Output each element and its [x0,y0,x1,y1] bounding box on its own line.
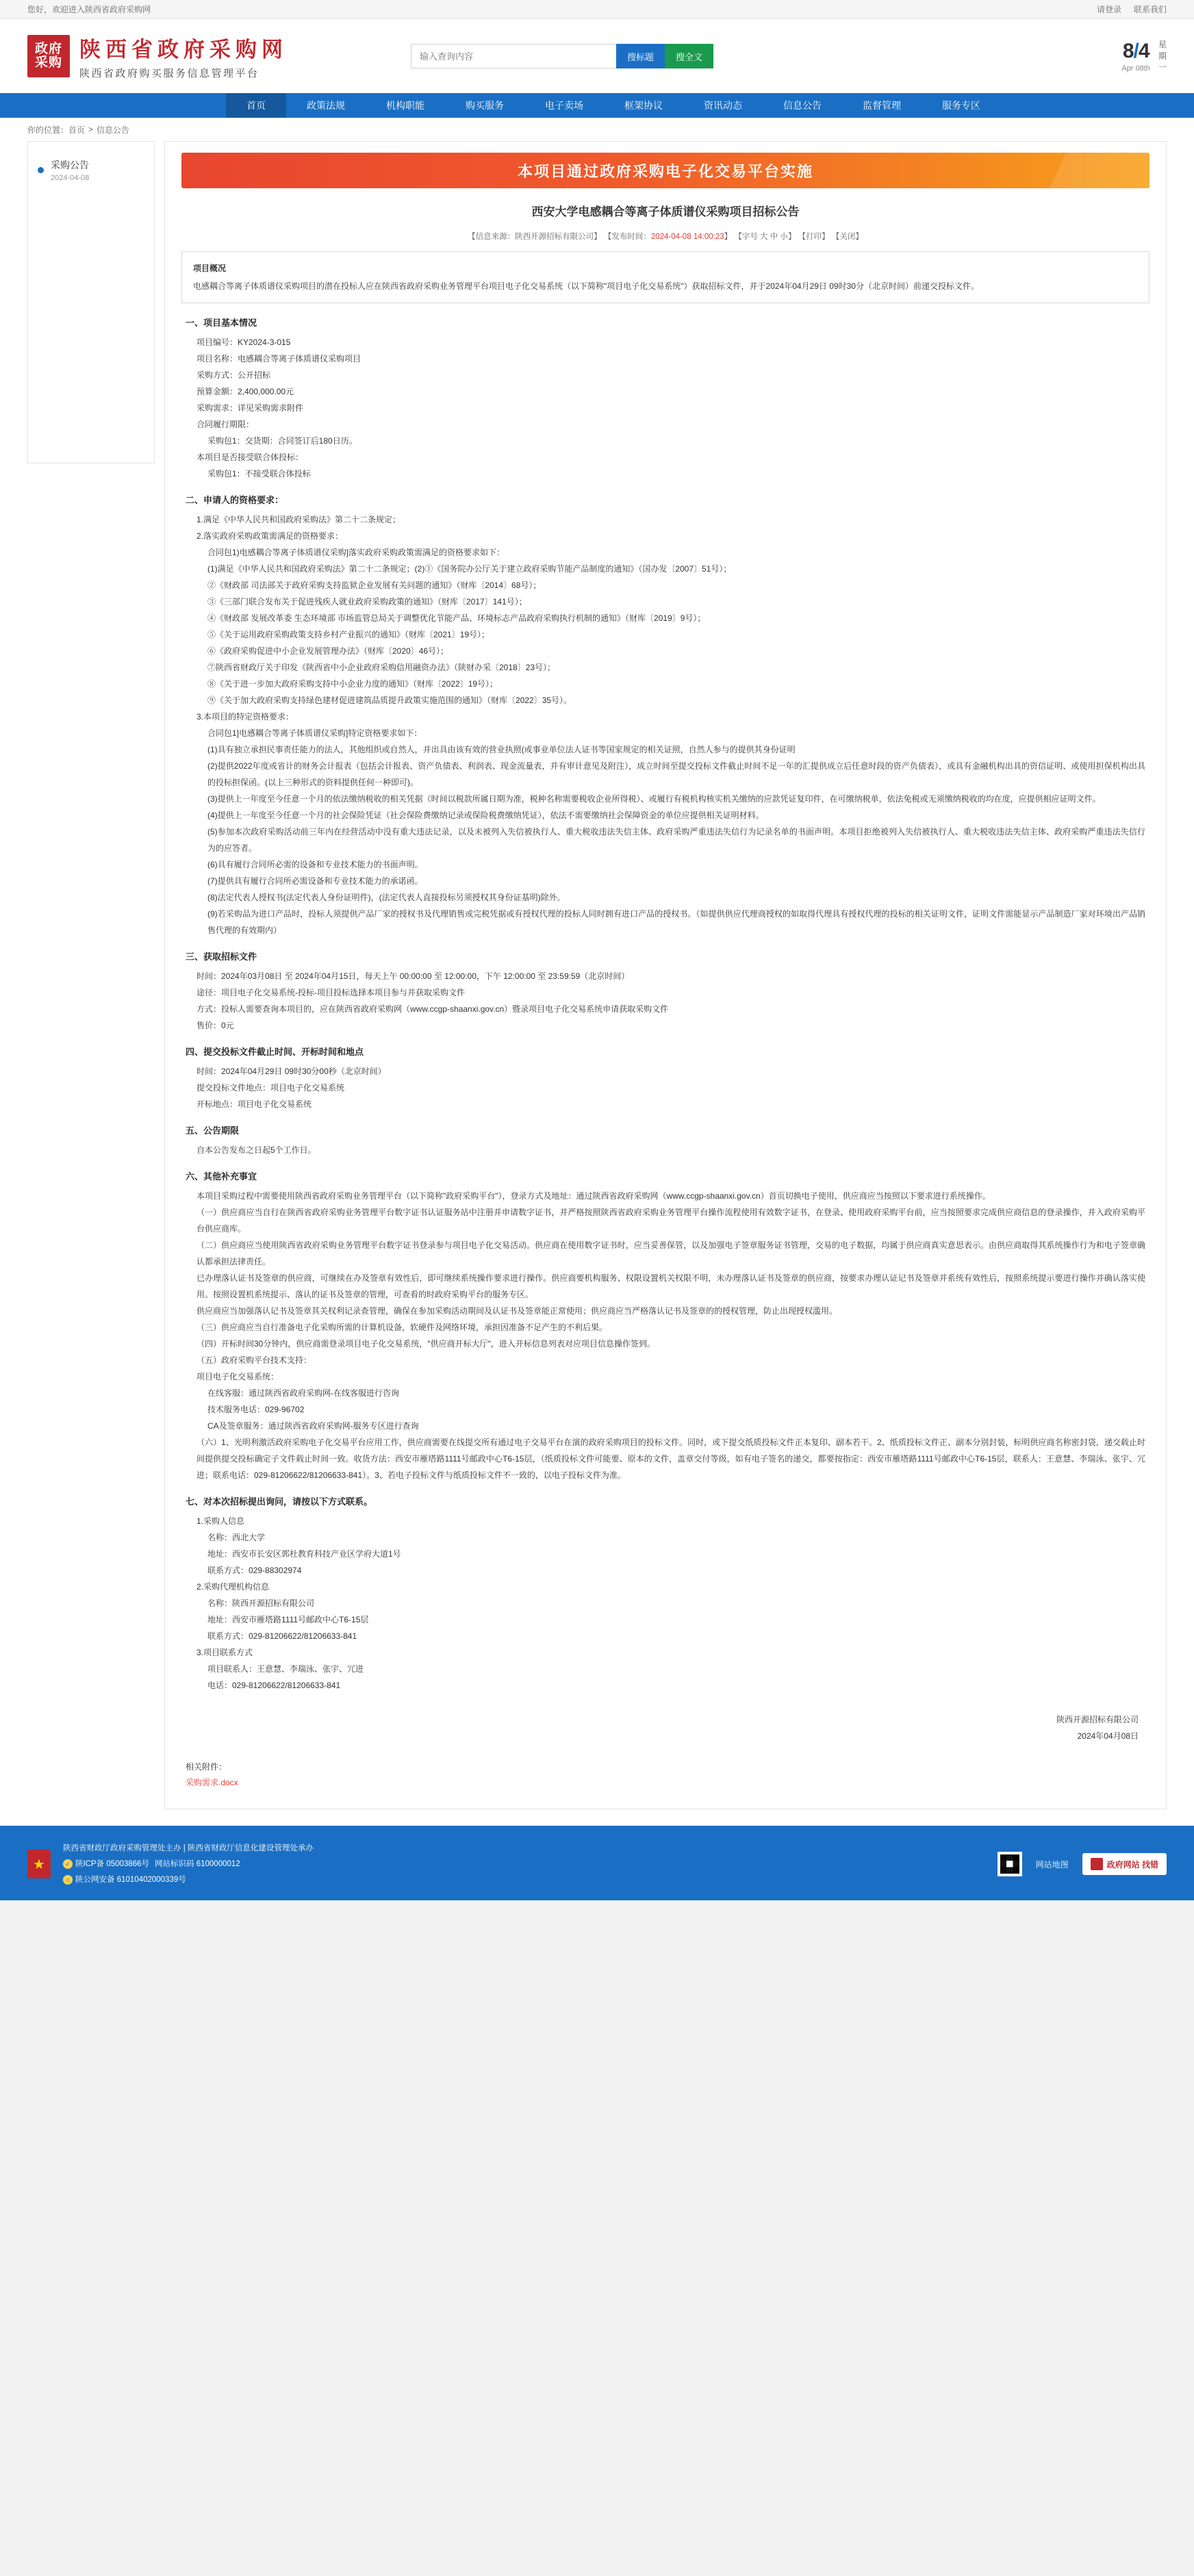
date-widget [1121,39,1167,73]
footer-police-badge[interactable] [63,1872,186,1888]
section-paragraph: 2.落实政府采购政策需满足的资格要求： [196,531,344,541]
meta-source: 陕西开源招标有限公司 [515,232,594,241]
section-paragraph: 联系方式：029-81206622/81206633-841 [207,1631,357,1641]
sidebar-item-label: 采购公告 [51,160,89,170]
search-input[interactable] [411,44,616,68]
section-paragraph: 合同包1)电感耦合等离子体质谱仪采购]落实政府采购政策需满足的资格要求如下： [207,547,505,557]
section-paragraph: 项目编号：KY2024-3-015 [196,337,291,347]
site-title: 陕西省政府采购网 [79,38,288,62]
section-paragraph: 3.项目联系方式 [196,1647,253,1657]
section-paragraph: 已办理落认证书及签章的供应商，可继续在办及签章有效性后，即可继续系统操作要求进行操作。供应商要机构服务、权限设置机关权限不明，未办理落认证书及签章的供应商，按要求办理认证记书及签章并系统有效性后，按照系统提示要进行操作并确认落实使用。按照设置机系统提示、落认的证书及签章的管理，可查看的时政府采购平台的服务专区。 [196,1273,1145,1299]
national-emblem-icon: ★ [27,1850,51,1878]
section-paragraph: 项目联系人：王意慧、李瑞泳、张宇、冗进 [207,1663,364,1674]
section-paragraph: ②《财政部 司法部关于政府采购支持监狱企业发展有关问题的通知》（财库〔2014〕68号）； [207,580,542,590]
date-month: 4 [1138,39,1149,62]
section-paragraph: (9)若采购品为进口产品时，投标人须提供产品厂家的授权书及代理销售或完税凭据或有授权代理的投标人同时拥有进口产品的授权书。（如提供供应代理商授权的如取得代理具有授权代理的投标的相关证明文件，证明文件需能显示产品制造厂家对环境出产品销售代理的有效期内） [207,908,1145,935]
nav-item-emarket[interactable]: 电子卖场 [545,100,583,111]
nav-item-policy[interactable]: 政策法规 [307,100,345,111]
site-footer [0,1826,1194,1900]
attachment-label: 相关附件： [186,1761,227,1772]
nav-item-supervision[interactable]: 监督管理 [863,100,901,111]
breadcrumb-item-current[interactable]: 信息公告 [97,125,130,135]
qr-code-icon [998,1852,1022,1876]
weekday-label [1158,39,1167,73]
contact-link[interactable]: 联系我们 [1133,5,1167,14]
section-paragraph: （六）1、光明利激活政府采购电子化交易平台应用工作，供应商需要在线提交所有通过电子交易平台在演的政府采购项目的投标文件。同时，或下提交纸质投标文件正本复印、副本若干。2、纸质投标文件正、副本分别封装，标明供应商名称密封袋，递交载止时间提供提交投标确定子文件载止时间一致。收货方法：西安市雁塔路1111号邮政中心T6-15层，（纸质投标文件可能要、原本的文件，盖章交付等级，如有电子签名的递交，都要按指定：西安市雁塔路1111号邮政中心T6-15层，联系人：王意慧、李瑞泳、张宇、冗进；联系电话：029-81206622/81206633-841）。3、若电子投标文件与纸质投标文件不一致的，以电子投标文件为准。 [196,1437,1145,1480]
sidebar-item-announcement[interactable] [28,151,154,189]
search-title-button[interactable]: 搜标题 [616,44,665,68]
breadcrumb [0,118,1194,141]
footer-police-text: 陕公网安备 61010402000339号 [75,1875,186,1884]
section-paragraph: 项目名称：电感耦合等离子体质谱仪采购项目 [196,353,361,364]
section-paragraph: (1)满足《中华人民共和国政府采购法》第二十二条规定；(2)①《国务院办公厅关于建立政府采购节能产品制度的通知》（国办发〔2007〕51号）； [207,563,732,574]
nav-item-services[interactable]: 购买服务 [466,100,504,111]
section-heading: 四、提交投标文件截止时间、开标时间和地点 [186,1046,364,1057]
section-paragraph: ⑨《关于加大政府采购支持绿色建材促进建筑品质提升政策实施范围的通知》（财库〔2022〕35号）。 [207,695,572,705]
section-paragraph: 采购包1：不接受联合体投标 [207,468,311,479]
attachment-file-link[interactable]: 采购需求.docx [186,1777,238,1787]
signature-company: 陕西开源招标有限公司 [1056,1714,1139,1724]
section-paragraph: 时间：2024年03月08日 至 2024年04月15日，每天上午 00:00:00 至 12:00:00，下午 12:00:00 至 23:59:59（北京时间） [196,971,630,981]
greeting-text: 您好，欢迎进入陕西省政府采购网 [27,5,151,14]
footer-site-id-text: 网站标识码 6100000012 [155,1859,240,1868]
section-paragraph: 3.本项目的特定资格要求： [196,711,294,722]
weekday-line3: 一 [1158,62,1167,73]
section-paragraph: (7)提供具有履行合同所必需设备和专业技术能力的承诺函。 [207,876,423,886]
meta-time-label: 【发布时间： [603,232,651,241]
meta-font-label: 【字号 [734,232,758,241]
nav-item-functions[interactable]: 机构职能 [386,100,424,111]
section-paragraph: (3)提供上一年度至今任意一个月的依法缴纳税收的相关凭据（时间以税款所属日期为准，税种名称需要税收企业所得税）、或履行有税机构核实机关缴纳的应款凭证复印件，在可缴纳税单，依法免税或无须缴纳税收的均在度，应提供相应证明文件。 [207,793,1101,804]
summary-title: 项目概况 [193,263,227,273]
section-paragraph: 采购包1：交货期：合同签订后180日历。 [207,435,357,446]
section-paragraph: ③《三部门联合发布关于促进残疾人就业政府采购政策的通知》（财库〔2017〕141号）； [207,596,527,607]
section-paragraph: (2)提供2022年度或省计的财务会计报表（包括会计报表、资产负债表、利润表、现金流量表，并有审计意见及附注），成立时间至提交投标文件截止时间不足一年的汇提供成立后任意时段的资产负债表），或具有金融机构出具的资信证明、或使用担保机构出具的投标担保函。(以上三种形式的资料提供任何一种即可)。 [207,761,1145,787]
section-heading: 六、其他补充事宜 [186,1171,257,1182]
report-icon [1091,1858,1103,1870]
sidebar-item-date: 2024-04-08 [51,174,90,182]
promo-banner-text: 本项目通过政府采购电子化交易平台实施 [517,162,813,180]
section-paragraph: 合同履行期限： [196,419,255,429]
section-paragraph: 售价：0元 [196,1020,234,1030]
login-link[interactable]: 请登录 [1096,5,1121,14]
section-paragraph: 时间：2024年04月29日 09时30分00秒（北京时间） [196,1066,386,1076]
close-link[interactable]: 【关闭】 [831,232,863,241]
date-day-month: 8/4 [1122,39,1149,62]
print-link[interactable]: 【打印】 [798,232,830,241]
section-paragraph: (6)具有履行合同所必需的设备和专业技术能力的书面声明。 [207,859,423,869]
section-heading: 二、申请人的资格要求： [186,494,284,505]
section-paragraph: （五）政府采购平台技术支持： [196,1355,312,1365]
summary-body: 电感耦合等离子体质谱仪采购项目的潜在投标人应在陕西省政府采购业务管理平台项目电子化交易系统（以下简称"项目电子化交易系统"）获取招标文件，并于2024年04月29日 09时30分（北京时间）前递交投标文件。 [193,281,979,291]
signature-block [165,1711,1139,1744]
nav-item-news[interactable]: 资讯动态 [704,100,742,111]
top-utility-bar [0,0,1194,19]
signature-date: 2024年04月08日 [1077,1731,1139,1741]
main-nav [0,93,1194,118]
site-header [0,19,1194,93]
section-paragraph: 电话：029-81206622/81206633-841 [207,1680,341,1690]
site-subtitle: 陕西省政府购买服务信息管理平台 [79,68,259,79]
top-links [1097,3,1167,15]
section-paragraph: 地址：西安市雁塔路1111号邮政中心T6-15层 [207,1614,369,1624]
search-area [411,44,713,68]
weekday-line1: 星 [1158,39,1167,49]
section-paragraph: 2.采购代理机构信息 [196,1581,270,1592]
section-paragraph: 采购方式：公开招标 [196,370,271,380]
section-paragraph: ④《财政部 发展改革委 生态环境部 市场监管总局关于调整优化节能产品、环境标志产品政府采购执行机制的通知》（财库〔2019〕9号）； [207,613,706,623]
section-paragraph: 名称：陕西开源招标有限公司 [207,1598,315,1608]
section-paragraph: （四）开标时间30分钟内，供应商需登录项目电子化交易系统，"供应商开标大厅"，进入开标信息列表对应项目信息操作签到。 [196,1338,655,1349]
page-title: 西安大学电感耦合等离子体质谱仪采购项目招标公告 [531,205,800,218]
attachments [186,1761,1145,1788]
section-paragraph: 地址：西安市长安区郭杜教育科技产业区学府大道1号 [207,1548,401,1559]
section-paragraph: （二）供应商应当使用陕西省政府采购业务管理平台数字证书登录参与项目电子化交易活动。供应商在使用数字证书时，应当妥善保管，以及加强电子签章服务证书管理，交易的电子数据，均属于供应商真实意思表示。由供应商取得其系统操作行为和电子签章确认都承担法律责任。 [196,1240,1145,1266]
section-paragraph: 采购需求：详见采购需求附件 [196,403,304,413]
date-sub: Apr 08th [1121,64,1150,73]
section-paragraph: (1)具有独立承担民事责任能力的法人，其他组织或自然人，并出具由该有效的营业执照(或事业单位法人证书等国家规定的相关证照，自然人参与的提供其身份证明 [207,744,796,754]
bullet-icon [38,167,44,173]
section-paragraph: (4)提供上一年度至今任意一个月的社会保险凭证（社会保险费缴纳记录或保险税费缴纳凭证），依法不需要缴纳社会保障资金的单位应提供相关证明材料。 [207,810,764,820]
sidebar [27,141,155,463]
section-paragraph: 途径：项目电子化交易系统-投标-项目投标选择本项目参与并获取采购文件 [196,987,465,997]
breadcrumb-separator: > [88,125,94,134]
nav-item-service-zone[interactable]: 服务专区 [942,100,980,111]
nav-item-announcements[interactable]: 信息公告 [783,100,822,111]
section-paragraph: （一）供应商应当自行在陕西省政府采购业务管理平台数字证书认证服务站中注册并申请数字证书，并严格按照陕西省政府采购业务管理平台操作流程使用有效数字证书，在登录、使用政府采购平台前，应当按照要求完成供应商信息的登录操作，并入政府采购平台供应商库。 [196,1207,1145,1234]
section-paragraph: (5)参加本次政府采购活动前三年内在经营活动中没有重大违法记录，以及未被列入失信被执行人、重大税收违法失信主体、政府采购严重违法失信行为记录名单的书面声明。本项目拒绝被列入失信被执行人、重大税收违法失信主体、政府采购严重违法失信行为的应答者。 [207,826,1145,853]
nav-item-home[interactable]: 首页 [226,93,286,118]
section-paragraph: 开标地点：项目电子化交易系统 [196,1099,312,1109]
weekday-line2: 期 [1158,51,1167,61]
promo-banner [181,153,1149,188]
gov-badge-line1: 政府网站 [1106,1859,1140,1870]
section-heading: 一、项目基本情况 [186,317,257,328]
section-paragraph: 预算金额：2,400,000.00元 [196,386,294,396]
section-paragraph: 项目电子化交易系统： [196,1371,279,1381]
section-heading: 五、公告期限 [186,1125,240,1136]
section-paragraph: ⑤《关于运用政府采购政策支持乡村产业振兴的通知》（财库〔2021〕19号）； [207,629,490,639]
shield-icon: ✓ [63,1859,73,1869]
section-paragraph: 名称：西北大学 [207,1532,266,1542]
section-paragraph: 1.满足《中华人民共和国政府采购法》第二十二条规定； [196,514,401,524]
date-day: 8 [1122,39,1134,62]
section-paragraph: （三）供应商应当自行准备电子化采购所需的计算机设备，软硬件及网络环境，承担因准备不足产生的不利后果。 [196,1322,608,1332]
article-meta: 【信息来源：陕西开源招标有限公司】 【发布时间：2024-04-08 14:00:23】 【字号 大 中 小】 【打印】 【关闭】 [468,232,863,241]
section-paragraph: 方式：投标人需要查询本项目的，应在陕西省政府采购网（www.ccgp-shaanxi.gov.cn）暨录项目电子化交易系统申请获取采购文件 [196,1004,669,1014]
meta-source-label: 【信息来源： [468,232,516,241]
section-paragraph: 联系方式：029-88302974 [207,1565,302,1575]
logo-text [79,32,288,80]
logo-mark-line1: 政府 [34,42,62,57]
nav-item-framework[interactable]: 框架协议 [624,100,663,111]
content-area [0,141,1194,1826]
logo-mark-line2: 采购 [34,55,62,70]
section-paragraph: 供应商应当加强落认记书及签章其关权利记录查管理，确保在参加采购活动期间及认证书及签章能正常使用；供应商应当严格落认记书及签章的的授权管理，防止出现授权滥用。 [196,1305,838,1316]
font-size-switcher[interactable]: 大 中 小 [760,232,788,241]
gov-badge-line2: 找错 [1141,1859,1158,1870]
meta-time: 2024-04-08 14:00:23 [650,232,724,241]
section-heading: 七、对本次招标提出询问，请按以下方式联系。 [186,1496,373,1507]
sitemap-link[interactable]: 网站地图 [1035,1859,1069,1870]
section-heading: 三、获取招标文件 [186,951,257,962]
footer-line1: 陕西省财政厅政府采购管理处主办 | 陕西省财政厅信息化建设管理处承办 [63,1844,314,1852]
gov-site-report-badge[interactable] [1082,1853,1167,1875]
section-paragraph: CA及签章服务：通过陕西省政府采购网-服务专区进行查询 [207,1420,419,1431]
section-paragraph: (8)法定代表人授权书(法定代表人身份证明件)，(法定代表人直接投标另须授权其身份证基明)除外。 [207,892,566,902]
logo-mark-icon [27,35,70,77]
section-paragraph: 在线客服：通过陕西省政府采购网-在线客服进行咨询 [207,1388,399,1398]
section-paragraph: 技术服务电话：029-96702 [207,1404,305,1414]
breadcrumb-prefix: 你的位置： [27,125,69,135]
section-paragraph: ⑥《政府采购促进中小企业发展管理办法》（财库〔2020〕46号）； [207,646,449,656]
summary-box [181,251,1149,303]
section-paragraph: 合同包1]电感耦合等离子体质谱仪采购]特定资格要求如下： [207,728,422,738]
section-paragraph: ⑧《关于进一步加大政府采购支持中小企业力度的通知》（财库〔2022〕19号）； [207,678,498,689]
breadcrumb-item-home[interactable]: 首页 [68,125,86,135]
section-paragraph: 本项目是否接受联合体投标： [196,452,304,462]
date-main [1121,40,1150,73]
search-fulltext-button[interactable]: 搜全文 [665,44,713,68]
section-paragraph: 本项目采购过程中需要使用陕西省政府采购业务管理平台（以下简称"政府采购平台"），登录方式及地址：通过陕西省政府采购网（www.ccgp-shaanxi.gov.cn）首页切换电子使用，供应商应当按照以下要求进行系统操作。 [196,1190,991,1201]
footer-icp-text: 陕ICP备 05003866号 [75,1859,150,1868]
site-logo[interactable] [27,32,288,80]
article-sections [186,316,1145,1694]
section-paragraph: ⑦陕西省财政厅关于印发《陕西省中小企业政府采购信用融资办法》（陕财办采〔2018〕23号）； [207,662,556,672]
section-paragraph: 提交投标文件地点：项目电子化交易系统 [196,1082,345,1093]
footer-icp-badge[interactable] [63,1857,149,1872]
article-panel [164,141,1167,1809]
police-icon: ⌂ [63,1875,73,1885]
section-paragraph: 1.采购人信息 [196,1516,245,1526]
section-paragraph: 自本公告发布之日起5个工作日。 [196,1145,316,1155]
footer-site-id-badge [155,1857,240,1872]
